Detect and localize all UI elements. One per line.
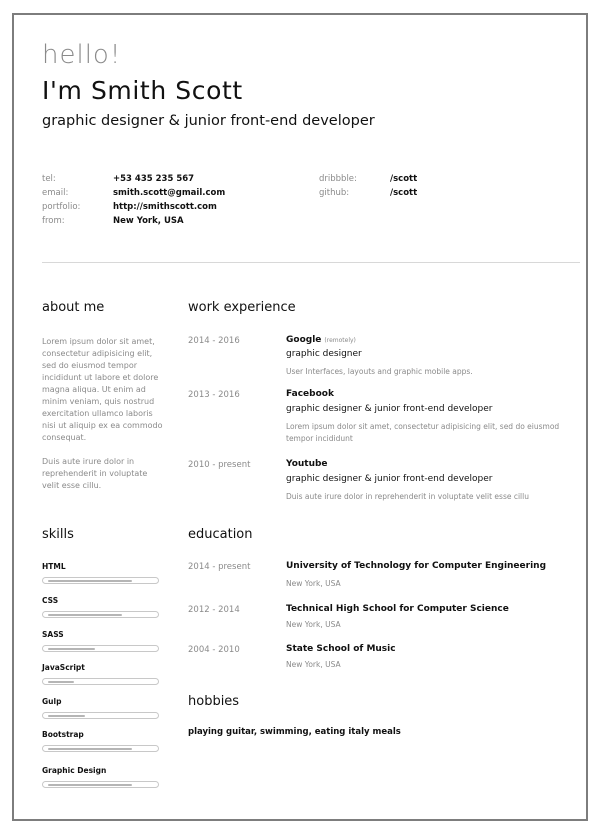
skill-name: HTML xyxy=(42,562,66,571)
work-period: 2013 - 2016 xyxy=(188,390,240,400)
skill-bar-fill xyxy=(48,748,132,750)
education-location: New York, USA xyxy=(286,660,341,669)
greeting: hello! xyxy=(42,40,122,70)
contact-label-from: from: xyxy=(42,216,65,226)
education-school: University of Technology for Computer Engineering xyxy=(286,561,547,571)
skill-name: JavaScript xyxy=(42,663,85,672)
company-name: Google xyxy=(286,335,322,345)
work-description: Lorem ipsum dolor sit amet, consectetur adipisicing elit, sed do eiusmod tempor incididunt xyxy=(286,422,560,443)
contact-value-email[interactable]: smith.scott@gmail.com xyxy=(113,188,226,198)
skill-bar-fill xyxy=(48,715,85,717)
work-role: graphic designer & junior front-end developer xyxy=(286,404,493,414)
contact-value-dribbble[interactable]: /scott xyxy=(390,174,418,184)
skill-name: SASS xyxy=(42,630,64,639)
education-school: Technical High School for Computer Science xyxy=(286,604,509,614)
education-period: 2012 - 2014 xyxy=(188,605,240,615)
skills-heading: skills xyxy=(42,527,74,542)
skill-bar-fill xyxy=(48,614,122,616)
work-heading: work experience xyxy=(188,300,296,315)
hobbies-heading: hobbies xyxy=(188,694,240,709)
contact-value-from: New York, USA xyxy=(113,216,184,226)
person-name: I'm Smith Scott xyxy=(42,76,243,105)
section-divider xyxy=(42,262,580,263)
about-heading: about me xyxy=(42,300,105,315)
hobbies-text: playing guitar, swimming, eating italy meals xyxy=(188,727,401,737)
education-period: 2014 - present xyxy=(188,562,251,572)
education-location: New York, USA xyxy=(286,579,341,588)
skill-name: CSS xyxy=(42,596,59,605)
work-description: Duis aute irure dolor in reprehenderit in voluptate velit esse cillu xyxy=(286,492,529,501)
education-heading: education xyxy=(188,527,253,542)
skill-bar xyxy=(42,781,159,788)
work-description: User Interfaces, layouts and graphic mobile apps. xyxy=(286,367,473,376)
contact-label-portfolio: portfolio: xyxy=(42,202,81,212)
contact-label-tel: tel: xyxy=(42,174,56,184)
skill-bar-fill xyxy=(48,681,74,683)
company-name: Youtube xyxy=(286,459,328,469)
contact-value-portfolio[interactable]: http://smithscott.com xyxy=(113,202,217,212)
work-company xyxy=(286,459,328,469)
company-note: (remotely) xyxy=(324,337,356,344)
about-paragraph-1: Lorem ipsum dolor sit amet, consectetur adipisicing elit, sed do eiusmod tempor incididunt ut labore et dolore magna aliqua. Ut enim ad minim veniam, quis nostrud exercitation ullamco laboris nisi ut aliquip ex ea commodo consequat. xyxy=(42,337,163,442)
education-location: New York, USA xyxy=(286,620,341,629)
company-name: Facebook xyxy=(286,389,334,399)
job-title: graphic designer & junior front-end developer xyxy=(42,113,375,129)
work-period: 2010 - present xyxy=(188,460,251,470)
skill-bar xyxy=(42,645,159,652)
work-company xyxy=(286,389,334,399)
skill-name: Graphic Design xyxy=(42,766,107,775)
contact-value-tel: +53 435 235 567 xyxy=(113,174,195,184)
skill-bar xyxy=(42,712,159,719)
work-role: graphic designer & junior front-end developer xyxy=(286,474,493,484)
education-period: 2004 - 2010 xyxy=(188,645,240,655)
skill-bar xyxy=(42,678,159,685)
about-paragraph-2: Duis aute irure dolor in reprehenderit in voluptate velit esse cillu. xyxy=(42,457,148,490)
skill-bar-fill xyxy=(48,784,132,786)
skill-bar xyxy=(42,611,159,618)
contact-label-email: email: xyxy=(42,188,69,198)
skill-name: Bootstrap xyxy=(42,730,84,739)
education-school: State School of Music xyxy=(286,644,396,654)
about-text xyxy=(42,336,167,504)
contact-value-github[interactable]: /scott xyxy=(390,188,418,198)
skill-bar xyxy=(42,745,159,752)
work-company xyxy=(286,335,356,345)
skill-bar-fill xyxy=(48,648,95,650)
work-role: graphic designer xyxy=(286,349,362,359)
skill-bar-fill xyxy=(48,580,132,582)
contact-label-github: github: xyxy=(319,188,350,198)
work-period: 2014 - 2016 xyxy=(188,336,240,346)
skill-bar xyxy=(42,577,159,584)
contact-label-dribbble: dribbble: xyxy=(319,174,357,184)
skill-name: Gulp xyxy=(42,697,62,706)
